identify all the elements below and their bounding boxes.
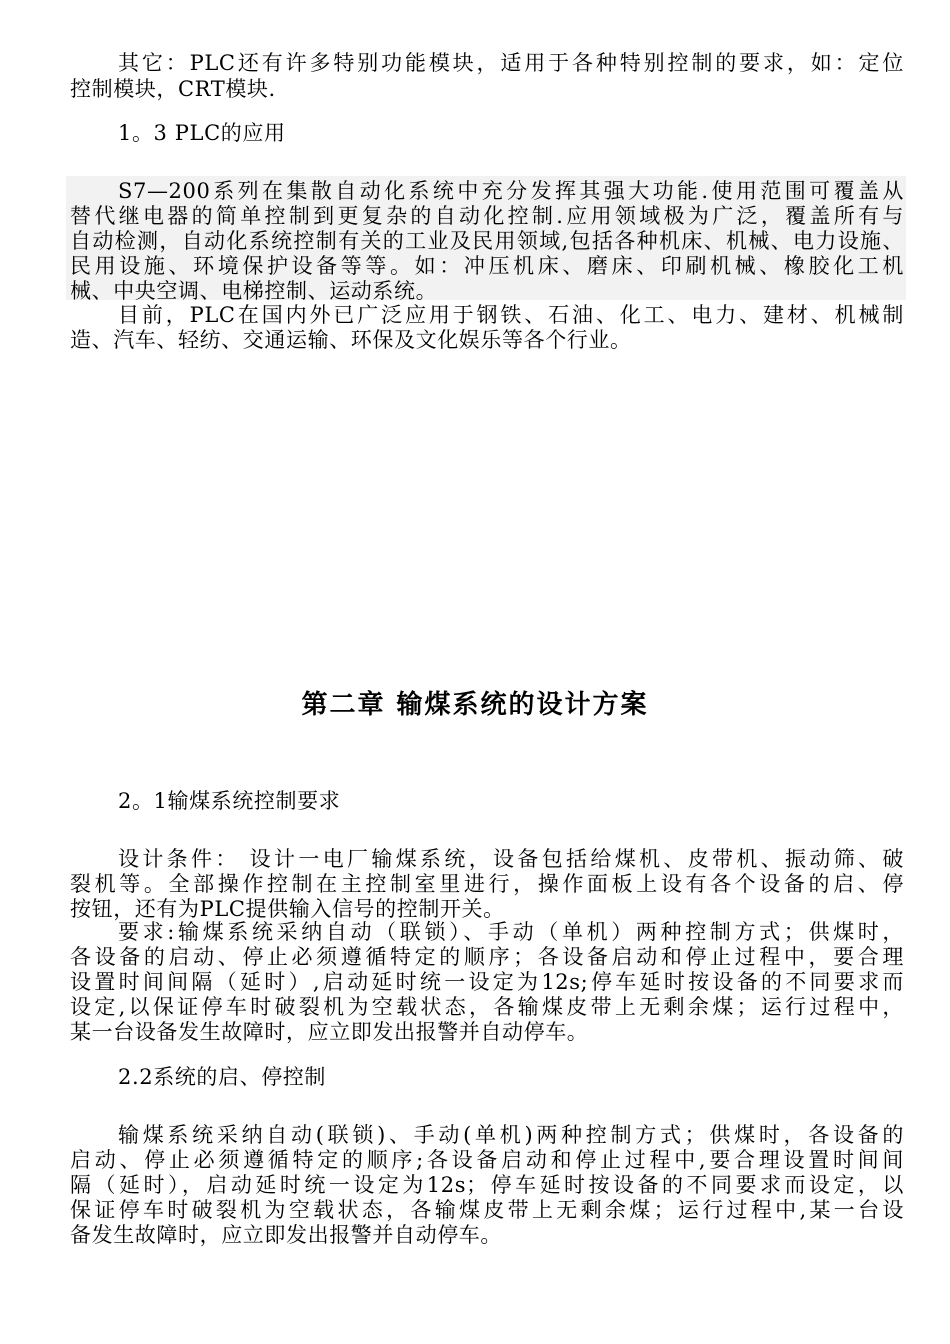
paragraph-line: 保证停车时破裂机为空载状态，各输煤皮带上无剩余煤；运行过程中,某一台设 — [70, 1198, 904, 1222]
section-heading-1-3: 1。3 PLC的应用 — [118, 121, 286, 145]
paragraph-line: 设计条件： 设计一电厂输煤系统，设备包括给煤机、皮带机、振动筛、破 — [118, 847, 904, 871]
paragraph-line: 设定,以保证停车时破裂机为空载状态，各输煤皮带上无剩余煤；运行过程中， — [70, 995, 904, 1019]
paragraph-line: 械、中央空调、电梯控制、运动系统。 — [70, 279, 438, 303]
paragraph-line: 备发生故障时，应立即发出报警并自动停车。 — [70, 1223, 502, 1247]
paragraph-line: 目前，PLC在国内外已广泛应用于钢铁、石油、化工、电力、建材、机械制 — [118, 303, 904, 327]
paragraph-line: 民用设施、环境保护设备等等。如：冲压机床、磨床、印刷机械、橡胶化工机 — [70, 254, 904, 278]
paragraph-line: 各设备的启动、停止必须遵循特定的顺序；各设备启动和停止过程中，要合理 — [70, 945, 904, 969]
paragraph-line: 输煤系统采纳自动(联锁)、手动(单机)两种控制方式；供煤时，各设备的 — [118, 1123, 904, 1147]
paragraph-line: 启动、停止必须遵循特定的顺序;各设备启动和停止过程中,要合理设置时间间 — [70, 1148, 904, 1172]
paragraph-line: 按钮，还有为PLC提供输入信号的控制开关。 — [70, 897, 505, 921]
paragraph-line: 替代继电器的简单控制到更复杂的自动化控制.应用领域极为广泛，覆盖所有与 — [70, 204, 904, 228]
paragraph-line: 隔（延时），启动延时统一设定为12s；停车延时按设备的不同要求而设定，以 — [70, 1173, 904, 1197]
paragraph-line: 控制模块，CRT模块. — [70, 77, 276, 101]
paragraph-line: 其它：PLC还有许多特别功能模块，适用于各种特别控制的要求，如：定位 — [118, 51, 904, 75]
paragraph-line: 某一台设备发生故障时，应立即发出报警并自动停车。 — [70, 1020, 589, 1044]
paragraph-line: 要求:输煤系统采纳自动（联锁）、手动（单机）两种控制方式；供煤时， — [118, 920, 904, 944]
section-heading-2-2: 2.2系统的启、停控制 — [118, 1065, 326, 1089]
paragraph-line: 造、汽车、轻纺、交通运输、环保及文化娱乐等各个行业。 — [70, 328, 632, 352]
paragraph-line: 裂机等。全部操作控制在主控制室里进行，操作面板上设有各个设备的启、停 — [70, 872, 904, 896]
paragraph-line: 设置时间间隔（延时）,启动延时统一设定为12s;停车延时按设备的不同要求而 — [70, 970, 904, 994]
paragraph-line: S7—200系列在集散自动化系统中充分发挥其强大功能.使用范围可覆盖从 — [118, 179, 904, 203]
section-heading-2-1: 2。1输煤系统控制要求 — [118, 789, 341, 813]
chapter-title: 第二章 输煤系统的设计方案 — [301, 690, 649, 720]
paragraph-line: 自动检测，自动化系统控制有关的工业及民用领域,包括各种机床、机械、电力设施、 — [70, 229, 904, 253]
